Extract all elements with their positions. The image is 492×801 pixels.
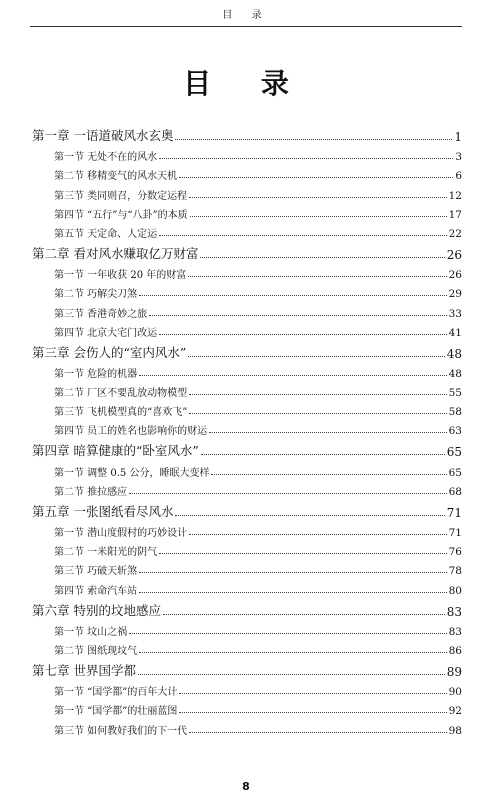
toc-section-entry-label: 第四节 “五行”与“八卦”的本质 [54, 209, 188, 221]
dot-leader [139, 374, 446, 376]
toc-section-entry-page: 22 [448, 227, 462, 240]
toc-chapter-entry [0, 597, 492, 619]
dot-leader [159, 333, 446, 335]
toc-section-entry [0, 558, 492, 577]
toc-section-entry-page: 26 [448, 269, 462, 282]
dot-leader [209, 431, 446, 433]
toc-section-entry-page: 71 [448, 527, 462, 539]
running-header: 目 录 [30, 6, 462, 27]
toc-section-entry [0, 202, 492, 221]
dot-leader [159, 234, 446, 236]
toc-section-entry-label: 第三节 飞机模型真的“喜欢飞” [54, 407, 188, 419]
toc-chapter-entry [0, 240, 492, 262]
toc-section-entry [0, 619, 492, 638]
toc-chapter-entry-page: 89 [446, 664, 462, 679]
toc-section-entry-label: 第四节 索命汽车站 [54, 585, 138, 597]
toc-section-entry-label: 第一节 危险的机器 [54, 368, 138, 380]
dot-leader [179, 692, 446, 694]
dot-leader [163, 613, 445, 615]
toc-section-entry-page: 48 [448, 367, 462, 380]
toc-chapter-entry [0, 122, 492, 144]
toc-chapter-entry-page: 65 [446, 445, 462, 460]
toc-section-entry-page: 58 [448, 406, 462, 419]
toc-section-entry [0, 399, 492, 418]
toc-section-entry-page: 86 [448, 644, 462, 657]
toc-section-entry-label: 第二节 推拉感应 [54, 486, 128, 498]
toc-section-entry-label: 第一节 “国学都”的壮丽蓝图 [54, 706, 178, 718]
toc-section-entry [0, 459, 492, 478]
toc-chapter-entry [0, 339, 492, 361]
toc-section-entry-page: 76 [448, 546, 462, 559]
toc-chapter-entry-page: 26 [446, 247, 462, 262]
dot-leader [175, 138, 452, 140]
toc-section-entry [0, 361, 492, 380]
toc-section-entry [0, 262, 492, 281]
toc-section-entry [0, 679, 492, 698]
toc-chapter-entry-label: 第三章 会伤人的“室内风水” [32, 344, 187, 360]
toc-section-entry-label: 第五节 天定命、人定运 [54, 228, 158, 240]
dot-leader [189, 731, 446, 733]
toc-section-entry [0, 418, 492, 437]
toc-chapter-entry-label: 第六章 特别的坟地感应 [32, 602, 161, 618]
toc-section-entry-label: 第二节 巧解尖刀煞 [54, 289, 138, 301]
toc-section-entry [0, 182, 492, 201]
toc-section-entry-label: 第一节 无处不在的风水 [54, 152, 158, 164]
toc-section-entry [0, 539, 492, 558]
toc-section-entry-label: 第四节 北京大宅门改运 [54, 327, 158, 339]
dot-leader [139, 294, 446, 296]
toc-chapter-entry [0, 498, 492, 520]
toc-chapter-entry-page: 71 [446, 505, 462, 520]
table-of-contents [0, 122, 492, 737]
toc-section-entry-label: 第一节 调整 0.5 公分，睡眠大变样 [54, 467, 210, 479]
toc-section-entry-page: 68 [448, 485, 462, 498]
toc-section-entry [0, 698, 492, 717]
toc-section-entry-page: 80 [448, 584, 462, 597]
toc-section-entry-page: 6 [455, 170, 462, 183]
dot-leader [189, 412, 446, 414]
dot-leader [201, 453, 445, 455]
toc-chapter-entry-label: 第一章 一语道破风水玄奥 [32, 128, 174, 143]
toc-section-entry-label: 第二节 一米阳光的阴气 [54, 547, 158, 559]
toc-section-entry-page: 90 [448, 686, 462, 699]
toc-section-entry-page: 55 [448, 387, 462, 400]
toc-section-entry-label: 第三节 如何教好我们的下一代 [54, 725, 188, 737]
toc-chapter-entry-label: 第四章 暗算健康的“卧室风水” [32, 443, 199, 459]
toc-section-entry-label: 第四节 员工的姓名也影响你的财运 [54, 426, 208, 438]
dot-leader [188, 355, 444, 357]
page-number: 8 [242, 780, 250, 793]
dot-leader [139, 651, 446, 653]
toc-section-entry [0, 479, 492, 498]
toc-section-entry-label: 第一节 坟山之祸 [54, 626, 128, 638]
toc-section-entry [0, 380, 492, 399]
toc-section-entry-label: 第一节 “国学都”的百年大计 [54, 687, 178, 699]
toc-section-entry-label: 第二节 图纸现坟气 [54, 645, 138, 657]
dot-leader [211, 473, 446, 475]
page-title: 目 录 [183, 67, 309, 100]
toc-chapter-entry [0, 437, 492, 459]
dot-leader [175, 514, 444, 516]
toc-chapter-entry-label: 第二章 看对风水赚取亿万财富 [32, 245, 199, 261]
dot-leader [189, 393, 446, 395]
toc-section-entry [0, 221, 492, 240]
toc-section-entry [0, 717, 492, 736]
toc-section-entry-page: 12 [448, 189, 462, 202]
toc-section-entry [0, 520, 492, 539]
dot-leader [129, 492, 446, 494]
toc-section-entry-label: 第三节 类同则召，分数定运程 [54, 190, 188, 202]
dot-leader [138, 673, 445, 675]
dot-leader [139, 571, 446, 573]
dot-leader [179, 711, 446, 713]
toc-chapter-entry-page: 48 [446, 346, 462, 361]
toc-section-entry-page: 29 [448, 288, 462, 301]
toc-chapter-entry-label: 第七章 世界国学都 [32, 662, 136, 678]
toc-section-entry [0, 320, 492, 339]
dot-leader [189, 196, 446, 198]
toc-section-entry-page: 83 [448, 625, 462, 638]
toc-section-entry [0, 144, 492, 163]
toc-section-entry [0, 638, 492, 657]
toc-section-entry-page: 98 [448, 724, 462, 737]
toc-chapter-entry [0, 657, 492, 679]
dot-leader [129, 632, 446, 634]
toc-section-entry-label: 第三节 巧破天斩煞 [54, 566, 138, 578]
toc-section-entry-label: 第三节 香港奇妙之旅 [54, 308, 148, 320]
toc-section-entry-page: 41 [448, 326, 462, 339]
toc-section-entry [0, 163, 492, 182]
toc-chapter-entry-label: 第五章 一张图纸看尽风水 [32, 503, 174, 519]
toc-section-entry-page: 65 [448, 466, 462, 479]
toc-section-entry-label: 第一节 一年收获 20 年的财富 [54, 270, 187, 282]
dot-leader [159, 552, 446, 554]
dot-leader [189, 533, 446, 535]
toc-section-entry-page: 33 [448, 307, 462, 320]
toc-section-entry [0, 300, 492, 319]
toc-section-entry-label: 第二节 移精变气的风水天机 [54, 171, 178, 183]
toc-chapter-entry-page: 83 [446, 604, 462, 619]
toc-section-entry [0, 281, 492, 300]
dot-leader [200, 256, 444, 258]
dot-leader [159, 157, 453, 159]
toc-section-entry-label: 第一节 潜山度假村的巧妙设计 [54, 528, 188, 539]
toc-section-entry [0, 577, 492, 596]
toc-section-entry-page: 92 [448, 705, 462, 718]
toc-chapter-entry-page: 1 [454, 130, 462, 144]
dot-leader [179, 176, 453, 178]
toc-section-entry-page: 63 [448, 425, 462, 438]
toc-section-entry-page: 78 [448, 565, 462, 578]
toc-section-entry-label: 第二节 厂区不要乱放动物模型 [54, 388, 188, 400]
dot-leader [188, 275, 446, 277]
toc-section-entry-page: 3 [455, 151, 462, 164]
toc-section-entry-page: 17 [448, 208, 462, 221]
dot-leader [190, 215, 447, 217]
dot-leader [139, 591, 446, 593]
dot-leader [149, 314, 446, 316]
